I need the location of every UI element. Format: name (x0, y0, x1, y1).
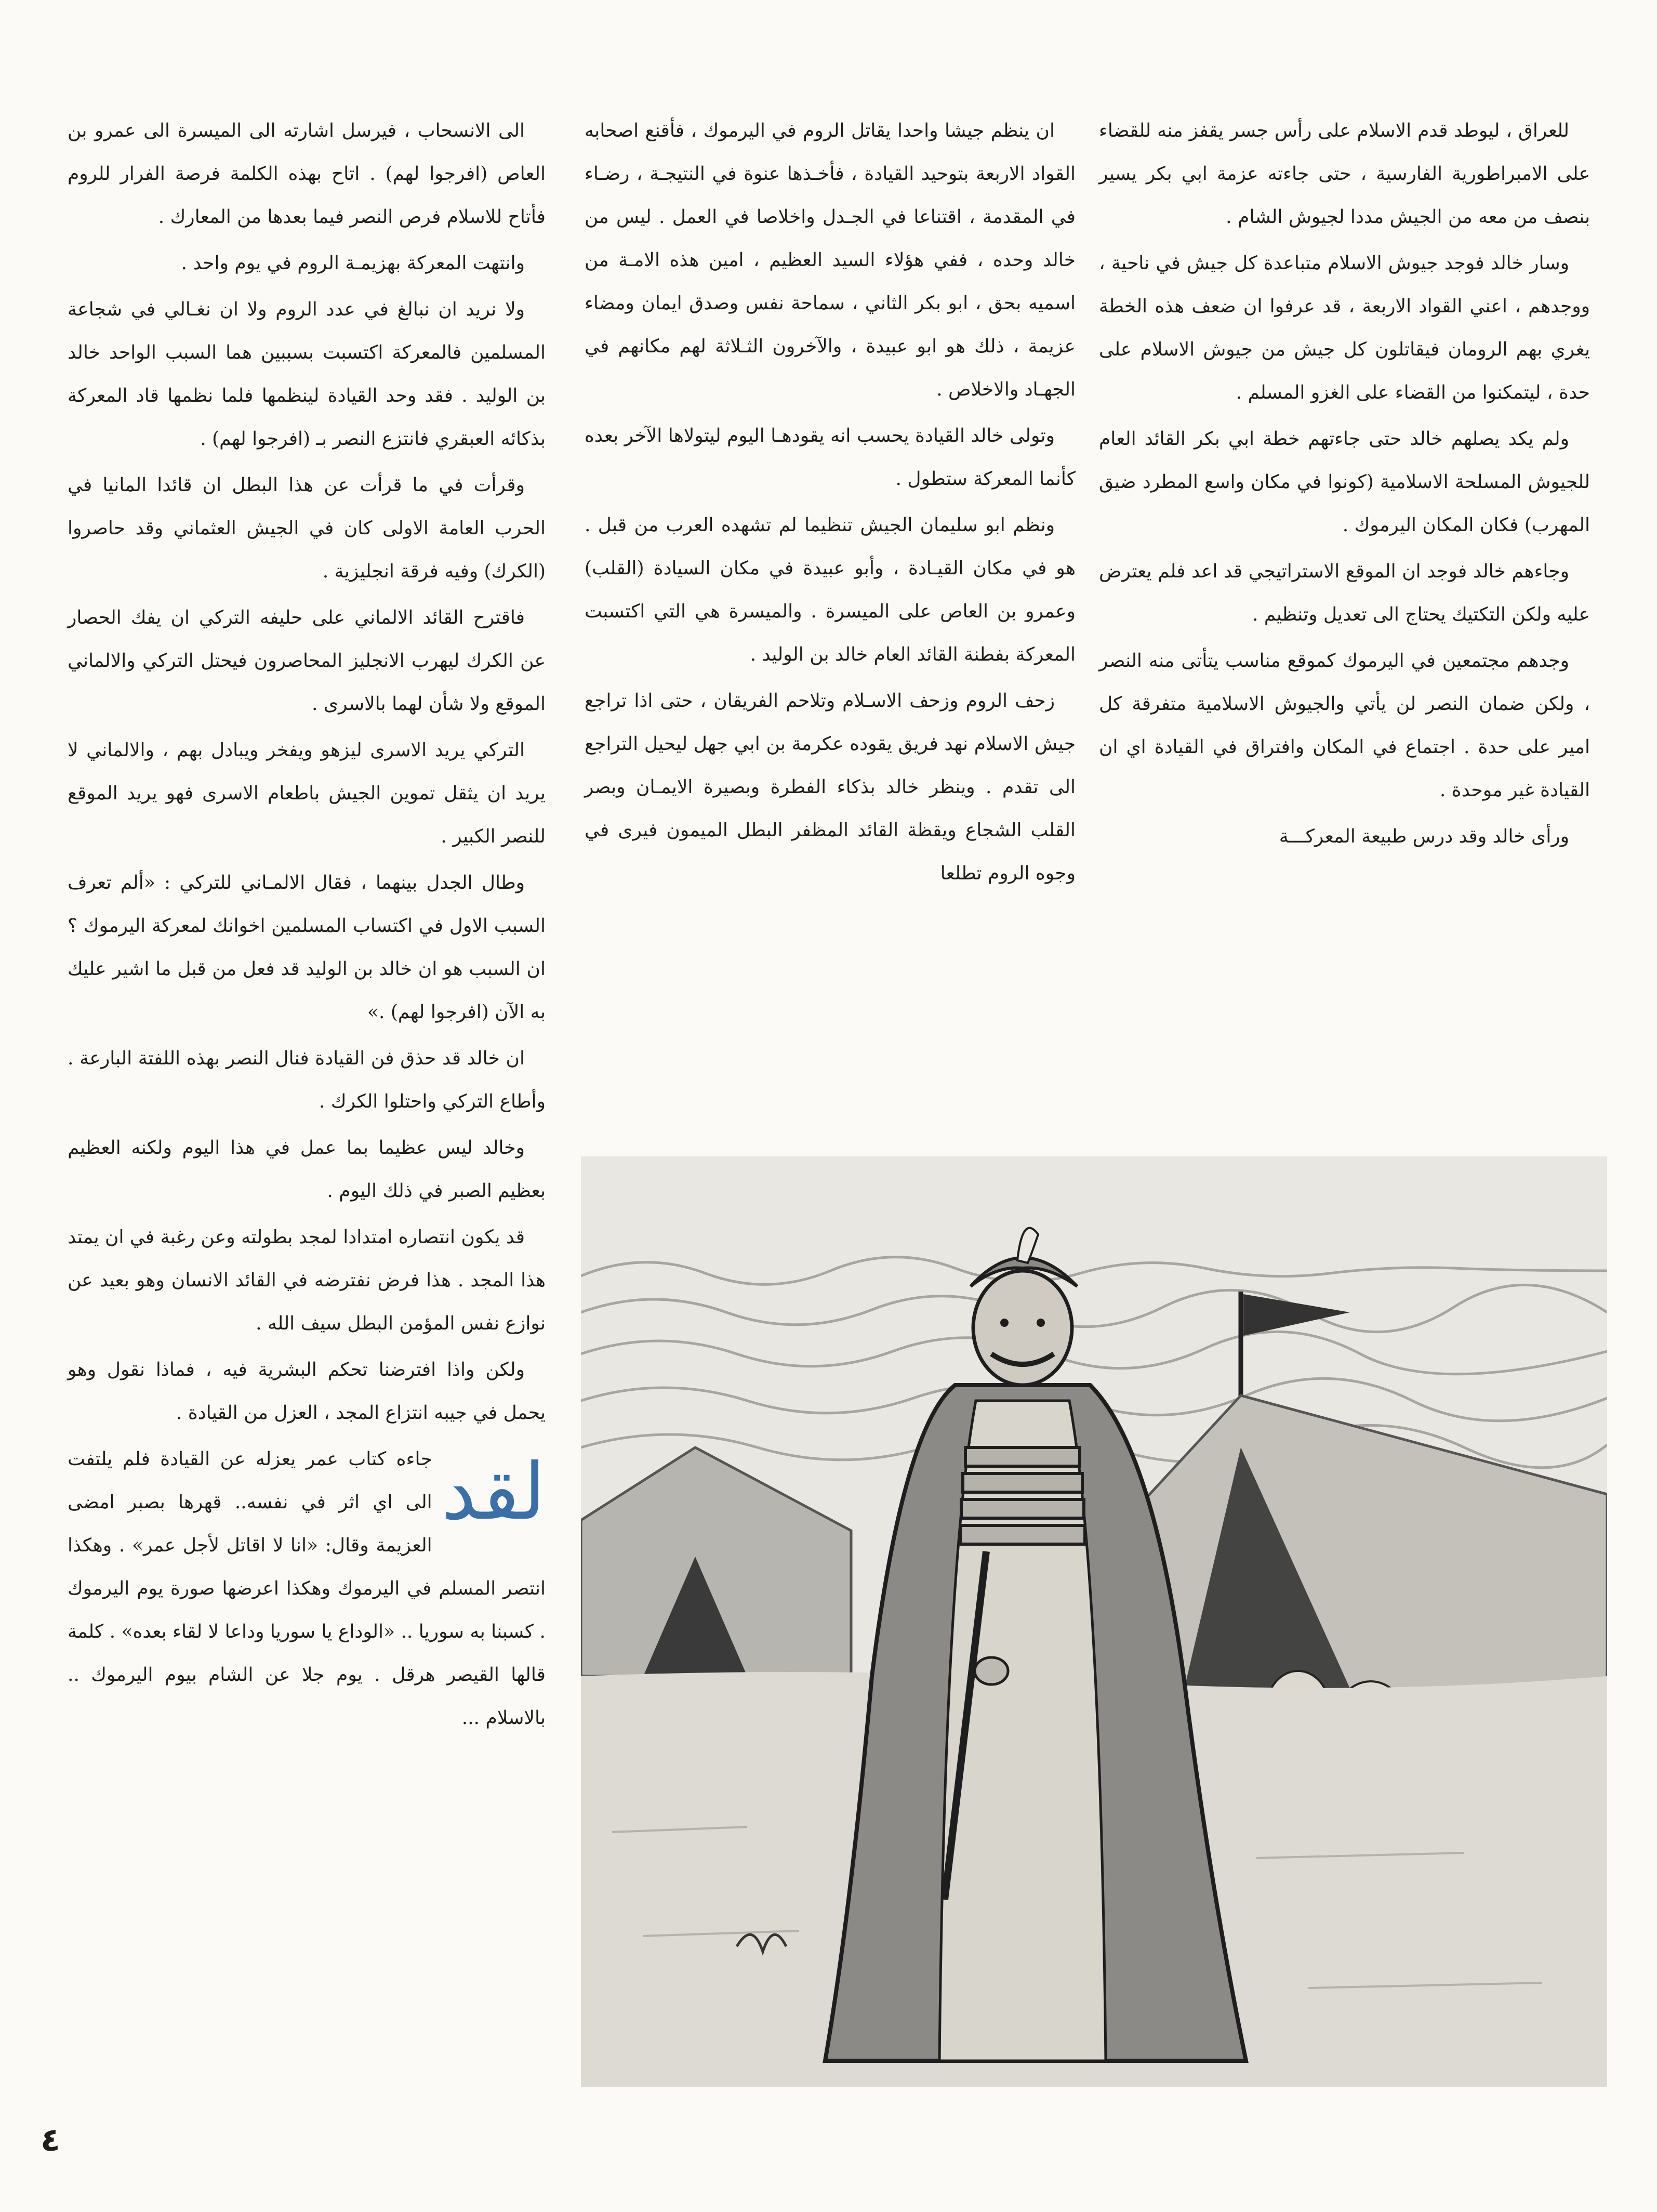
warrior-camp-drawing (581, 1156, 1607, 2087)
paragraph: وتولى خالد القيادة يحسب انه يقودهـا اليوم ليتولاها الآخر بعده كأنما المعركة ستطول . (585, 425, 1076, 490)
paragraph: وجاءهم خالد فوجد ان الموقع الاستراتيجي قد اعد فلم يعترض عليه ولكن التكتيك يحتاج الى تعديل وتنظيم . (1099, 561, 1590, 625)
page-number: ٤ (41, 2121, 60, 2158)
paragraph: ونظم ابو سليمان الجيش تنظيما لم تشهده العرب من قبل . هو في مكان القيـادة ، وأبو عبيدة في مكان السيادة (القلب) وعمرو بن العاص على الميسرة . والميسرة هي التي اكتسبت المعركة بفطنة القائد العام خالد بن الوليد . (585, 515, 1076, 665)
paragraph: ان خالد قد حذق فن القيادة فنال النصر بهذه اللفتة البارعة . وأطاع التركي واحتلوا الكرك . (68, 1048, 546, 1112)
paragraph: ولا نريد ان نبالغ في عدد الروم ولا ان نغـالي في شجاعة المسلمين فالمعركة اكتسبت بسببين هما السبب الواحد خالد بن الوليد . فقد وحد القيادة لينظمها فلما نظمها قاد المعركة بذكائه العبقري فانتزع النصر بـ (افرجوا لهم) . (68, 299, 546, 450)
article-column-right (1099, 109, 1590, 1128)
paragraph: ولكن واذا افترضنا تحكم البشرية فيه ، فماذا نقول وهو يحمل في جيبه انتزاع المجد ، العزل من القيادة . (68, 1359, 546, 1424)
paragraph: وقرأت في ما قرأت عن هذا البطل ان قائدا المانيا في الحرب العامة الاولى كان في الجيش العثماني وقد حاصروا (الكرك) وفيه فرقة انجليزية . (68, 475, 546, 582)
paragraph: وانتهت المعركة بهزيمـة الروم في يوم واحد . (181, 253, 525, 274)
paragraph: وسار خالد فوجد جيوش الاسلام متباعدة كل جيش في ناحية ، ووجدهم ، اعني القواد الاربعة ، قد عرفوا ان ضعف هذه الخطة يغري بهم الرومان فيقاتلون كل جيش من جيوش الاسلام على حدة ، ليتمكنوا من القضاء على الغزو المسلم . (1099, 253, 1590, 403)
article-column-left (68, 109, 546, 2079)
paragraph: ورأى خالد وقد درس طبيعة المعركـــة (1279, 826, 1569, 847)
closing-paragraph (68, 1438, 546, 1740)
paragraph: وطال الجدل بينهما ، فقال الالمـاني للتركي : «ألم تعرف السبب الاول في اكتساب المسلمين اخوانك لمعركة اليرموك ؟ ان السبب هو ان خالد بن الوليد قد فعل من قبل ما اشير عليك به الآن (افرجوا لهم) .» (68, 872, 546, 1023)
paragraph: وخالد ليس عظيما بما عمل في هذا اليوم ولكنه العظيم بعظيم الصبر في ذلك اليوم . (68, 1137, 546, 1202)
paragraph: فاقترح القائد الالماني على حليفه التركي ان يفك الحصار عن الكرك ليهرب الانجليز المحاصرون فيحتل التركي والالماني الموقع ولا شأن لهما بالاسرى . (68, 607, 546, 715)
paragraph: قد يكون انتصاره امتدادا لمجد بطولته وعن رغبة في ان يمتد هذا المجد . هذا فرض نفترضه في القائد الانسان وهو بعيد عن نوازع نفس المؤمن البطل سيف الله . (68, 1227, 546, 1334)
paragraph: للعراق ، ليوطد قدم الاسلام على رأس جسر يقفز منه للقضاء على الامبراطورية الفارسية ، حتى جاءته عزمة ابي بكر يسير بنصف من معه من الجيش مددا لجيوش الشام . (1099, 120, 1590, 228)
article-column-middle (585, 109, 1076, 1128)
drop-cap: لقد (441, 1447, 546, 1537)
illustration-warrior-with-tents (581, 1156, 1607, 2087)
paragraph: جاءه كتاب عمر يعزله عن القيادة فلم يلتفت الى اي اثر في نفسه.. قهرها بصبر امضى العزيمة وقال: «انا لا اقاتل لأجل عمر» . وهكذا انتصر المسلم في اليرموك وهكذا اعرضها صورة يوم اليرموك . كسبنا به سوريا .. «الوداع يا سوريا وداعا لا لقاء بعده» . كلمة قالها القيصر هرقل . يوم جلا عن الشام بيوم اليرموك .. بالاسلام ... (68, 1449, 546, 1729)
paragraph: الى الانسحاب ، فيرسل اشارته الى الميسرة الى عمرو بن العاص (افرجوا لهم) . اتاح بهذه الكلمة فرصة الفرار للروم فأتاح للاسلام فرص النصر فيما بعدها من المعارك . (68, 120, 546, 228)
paragraph: ان ينظم جيشا واحدا يقاتل الروم في اليرموك ، فأقنع اصحابه القواد الاربعة بتوحيد القيادة ، فأخـذها عنوة في النتيجـة ، رضـاء في المقدمة ، اقتناعا في الجـدل واخلاصا في العمل . ليس من خالد وحده ، ففي هؤلاء السيد العظيم ، امين هذه الامـة من اسميه بحق ، ابو بكر الثاني ، سماحة نفس وصدق ايمان ومضاء عزيمة ، ذلك هو ابو عبيدة ، والآخرون الثـلاثة لهم مكانهم في الجهـاد والاخلاص . (585, 120, 1076, 400)
paragraph: زحف الروم وزحف الاسـلام وتلاحم الفريقان ، حتى اذا تراجع جيش الاسلام نهد فريق يقوده عكرمة بن ابي جهل ليحيل التراجع الى تقدم . وينظر خالد بذكاء الفطرة وبصيرة الايمـان وبصر القلب الشجاع ويقظة القائد المظفر البطل الميمون فيرى في وجوه الروم تطلعا (585, 690, 1076, 884)
paragraph: التركي يريد الاسرى ليزهو ويفخر ويبادل بهم ، والالماني لا يريد ان يثقل تموين الجيش باطعام الاسرى فهو يريد الموقع للنصر الكبير . (68, 740, 546, 847)
paragraph: ولم يكد يصلهم خالد حتى جاءتهم خطة ابي بكر القائد العام للجيوش المسلحة الاسلامية (كونوا في مكان واسع المطرد ضيق المهرب) فكان المكان اليرموك . (1099, 428, 1590, 536)
paragraph: وجدهم مجتمعين في اليرموك كموقع مناسب يتأتى منه النصر ، ولكن ضمان النصر لن يأتي والجيوش الاسلامية متفرقة كل امير على حدة . اجتماع في المكان وافتراق في القيادة اي ان القيادة غير موحدة . (1099, 650, 1590, 801)
